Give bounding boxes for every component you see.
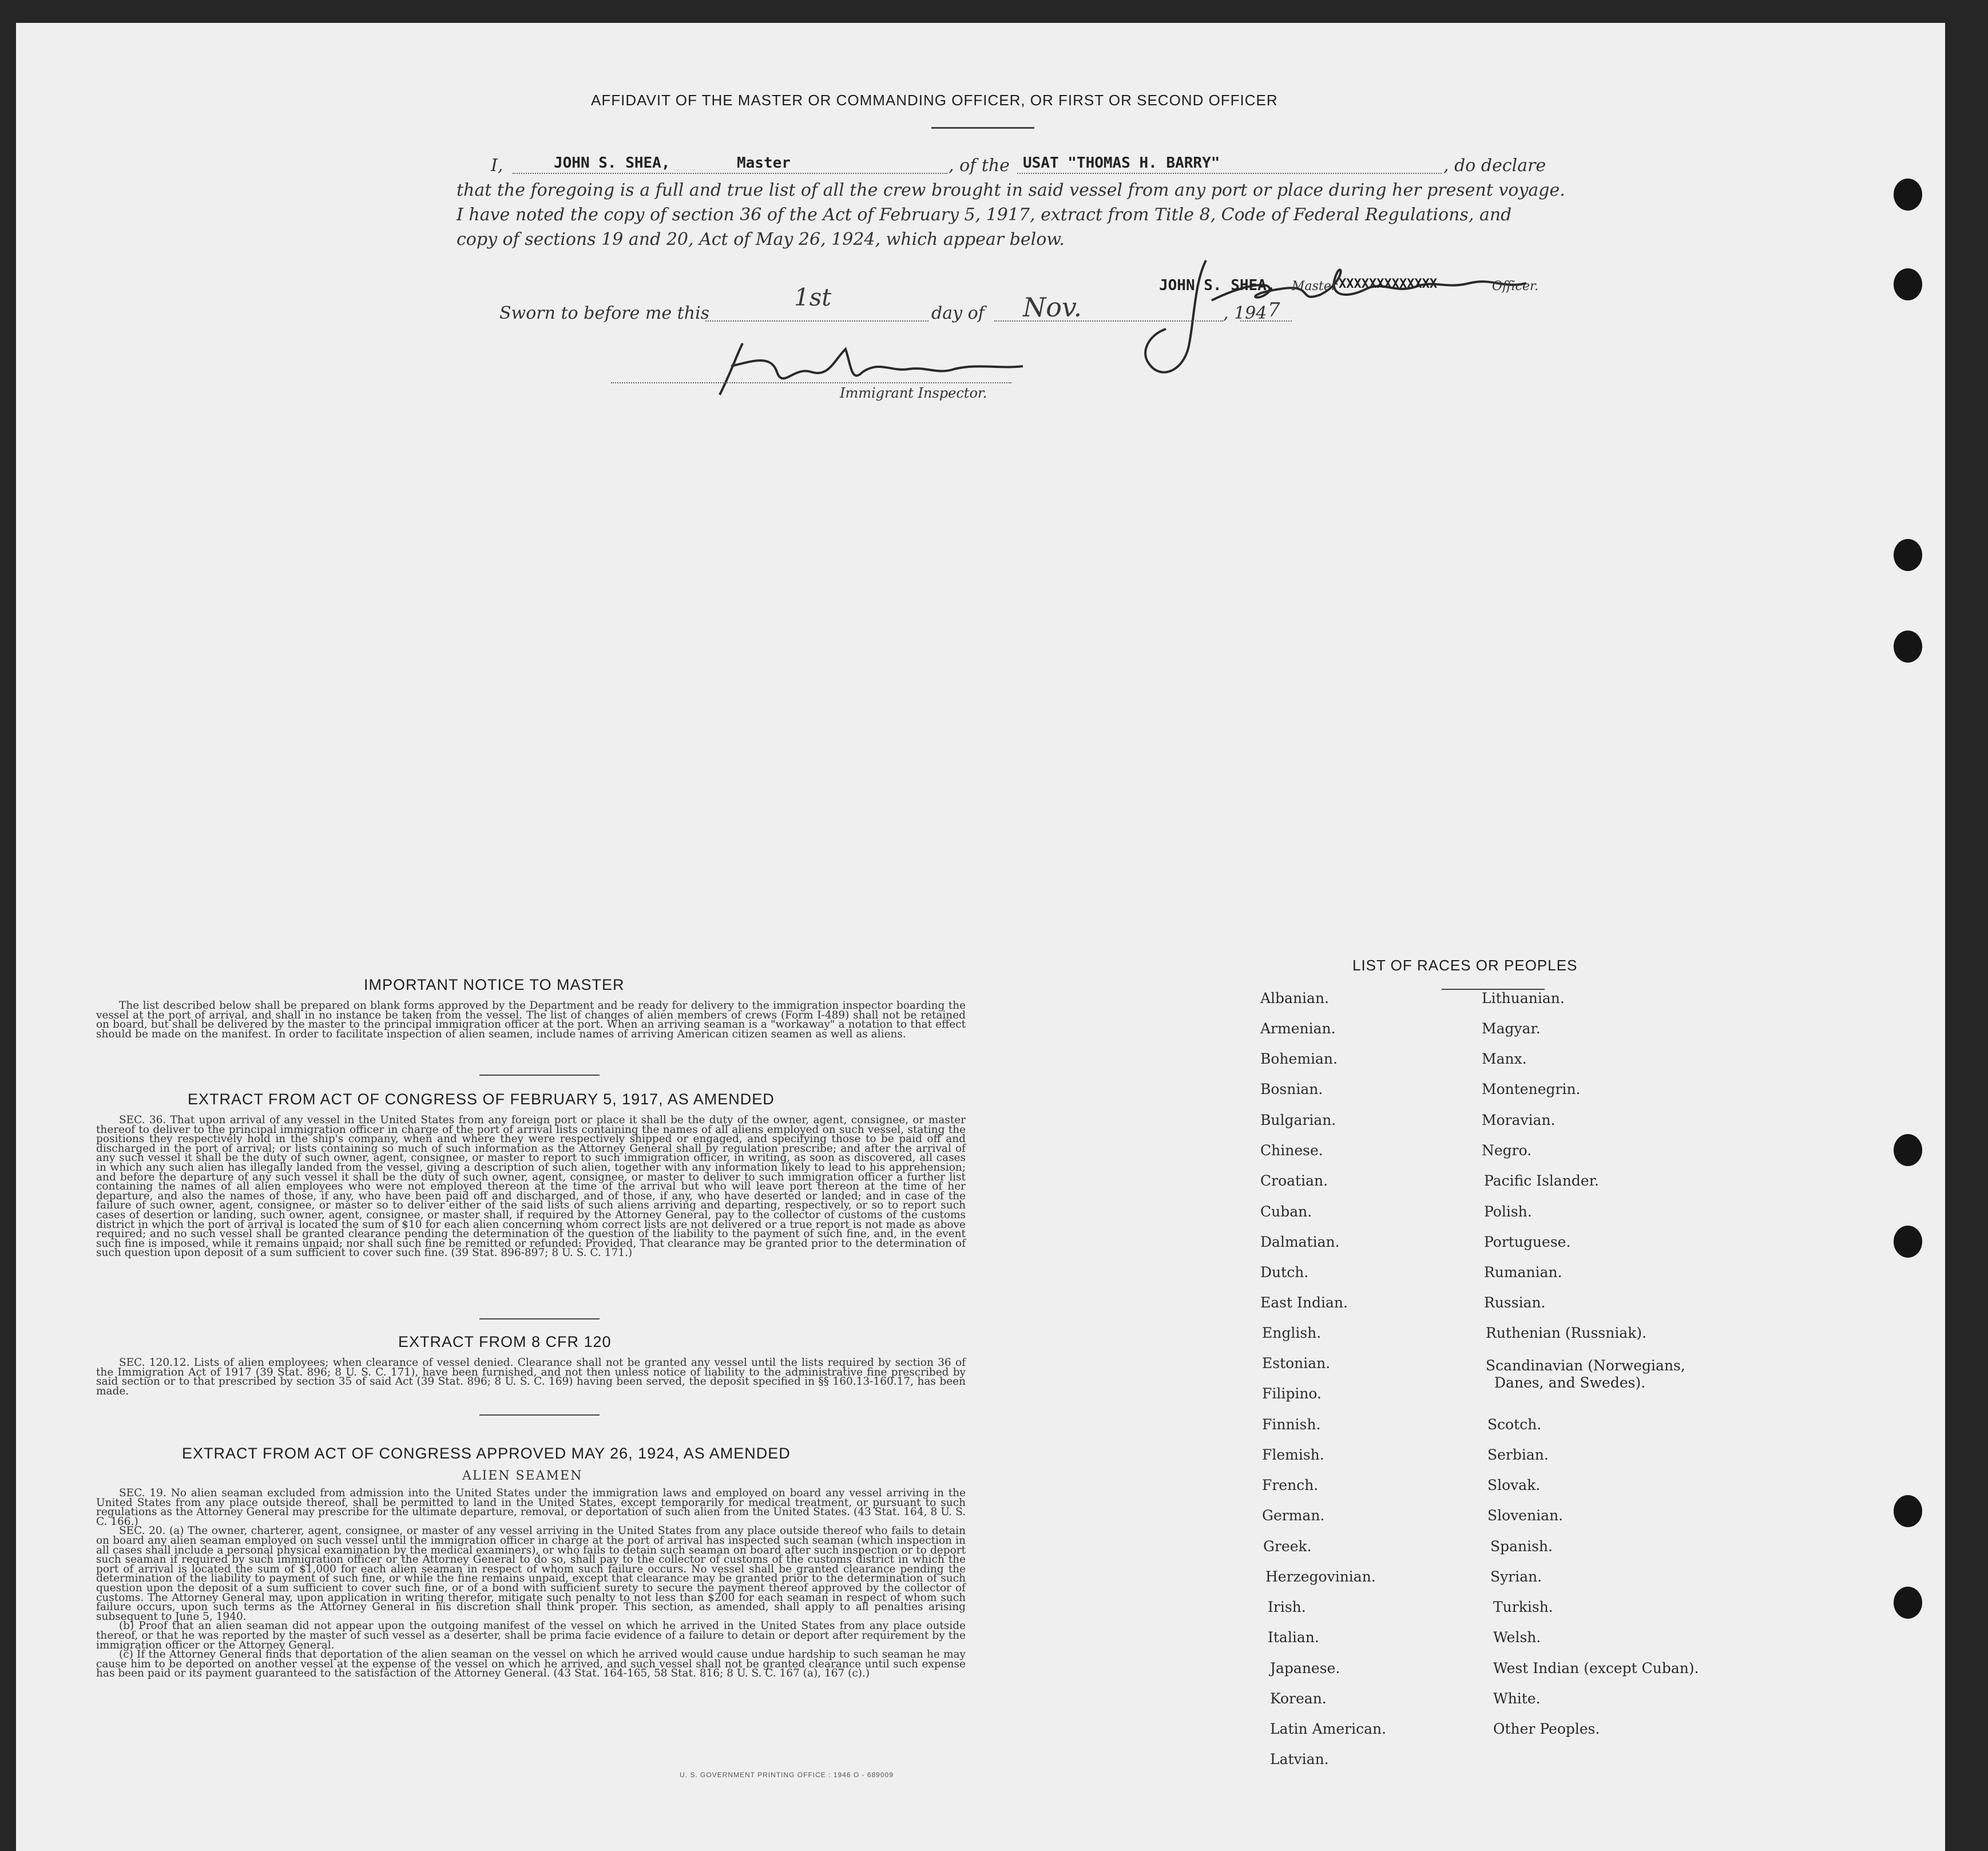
- race-item: Danes, and Swedes).: [1494, 1374, 1646, 1391]
- master-signature-icon: [1126, 249, 1538, 386]
- extract-1917-body: SEC. 36. That upon arrival of any vessel in the United States from any foreign port or place it shall be the duty of the owner, agent, consignee, or master thereof to deliver to the principal immigration officer in charge of the port of arrival lists containing the names of all aliens employed on such vessel, stating the positions they respectively hold in the ship's company, when and where they were respectively shipped or engaged, and specifying those to be paid off and discharged in the port of arrival; or lists containing so much of such information as the Attorney General shall by regulation prescribe; and after the arrival of any such vessel it shall be the duty of such owner, agent, consignee, or master to report to such immigration officer, in writing, as soon as discovered, all cases in which any such alien has illegally landed from the vessel, giving a description of such alien, together with any information likely to lead to his apprehension; and before the departure of any such vessel it shall be the duty of such owner, agent, consignee, or master to deliver to such immigration officer a further list containing the names of all alien employees who were not employed thereon at the time of the arrival but who will leave port thereon at the time of her departure, and also the names of those, if any, who have been paid off and discharged, and of those, if any, who have deserted or landed; and in case of the failure of such owner, agent, consignee, or master so to deliver either of the said lists of such aliens arriving and departing, respectively, or so to report such cases of desertion or landing, such owner, agent, consignee, or master shall, if required by the Attorney General, pay to the collector of customs of the customs district in which the port of arrival is located the sum of $10 for each alien concerning whom correct lists are not delivered or a true report is not made as above required; and no such vessel shall be granted clearance pending the determination of the question of the liability to the payment of such fine, and, in the event such fine is imposed, while it remains unpaid; nor shall such fine be remitted or refunded: Provided, That clearance may be granted prior to the determination of such question upon deposit of a sum sufficient to cover such fine. (39 Stat. 896-897; 8 U. S. C. 171.): [96, 1114, 966, 1259]
- affidavit-line-3: I have noted the copy of section 36 of the Act of February 5, 1917, extract from Title 8, Code of Federal Regulations, and: [457, 205, 1512, 225]
- race-item: Spanish.: [1490, 1538, 1553, 1555]
- sworn-label: Sworn to before me this: [499, 303, 710, 323]
- race-item: Bohemian.: [1260, 1051, 1338, 1067]
- extract-cfr-body: SEC. 120.12. Lists of alien employees; when clearance of vessel denied. Clearance shall not be granted any vessel until the lists required by section 36 of the Immigration Act of 1917 (39 Stat. 896; 8 U. S. C. 171), have been furnished, and not then unless notice of liability to the administrative fine prescribed by said section or to that prescribed by section 35 of said Act (39 Stat. 896; 8 U. S. C. 169) having been served, the deposit specified in §§ 160.13-160.17, has been made.: [96, 1357, 966, 1397]
- affidavit-line-4: copy of sections 19 and 20, Act of May 26, 1924, which appear below.: [457, 229, 1065, 249]
- day-of-label: day of: [931, 303, 985, 323]
- affidavit-declare: , do declare: [1443, 156, 1546, 176]
- master-rank: Master: [737, 154, 791, 172]
- extract-cfr-title: EXTRACT FROM 8 CFR 120: [398, 1333, 612, 1350]
- binder-hole-icon: [1894, 268, 1922, 300]
- day-line: [705, 320, 928, 322]
- race-item: Latin American.: [1270, 1721, 1387, 1737]
- race-item: Scandinavian (Norwegians,: [1486, 1357, 1685, 1374]
- race-item: Croatian.: [1260, 1172, 1328, 1189]
- race-item: Bosnian.: [1260, 1081, 1323, 1097]
- race-item: Scotch.: [1487, 1416, 1542, 1433]
- extract-1917-title: EXTRACT FROM ACT OF CONGRESS OF FEBRUARY 5, 1917, AS AMENDED: [188, 1091, 775, 1108]
- race-item: Cuban.: [1260, 1203, 1312, 1220]
- affidavit-title: AFFIDAVIT OF THE MASTER OR COMMANDING OFFICER, OR FIRST OR SECOND OFFICER: [591, 92, 1278, 109]
- race-item: Negro.: [1482, 1142, 1532, 1159]
- race-item: Slovenian.: [1487, 1507, 1564, 1524]
- race-item: West Indian (except Cuban).: [1493, 1660, 1699, 1676]
- race-item: Bulgarian.: [1260, 1112, 1336, 1128]
- binder-hole-icon: [1894, 539, 1922, 571]
- inspector-label: Immigrant Inspector.: [840, 385, 987, 401]
- name-line: [513, 173, 947, 174]
- race-item: Flemish.: [1262, 1446, 1324, 1463]
- race-item: Dalmatian.: [1260, 1234, 1340, 1250]
- affidavit-of-the: , of the: [949, 156, 1010, 176]
- race-item: Turkish.: [1493, 1599, 1553, 1615]
- binder-hole-icon: [1894, 1495, 1922, 1527]
- race-item: Dutch.: [1260, 1264, 1309, 1281]
- race-item: Slovak.: [1487, 1477, 1541, 1493]
- race-item: Portuguese.: [1484, 1234, 1571, 1250]
- race-item: Albanian.: [1260, 990, 1330, 1006]
- race-item: Irish.: [1268, 1599, 1306, 1615]
- notice-body: The list described below shall be prepared on blank forms approved by the Department and be ready for delivery to the immigration inspector boarding the vessel at the port of arrival, and shall in no instance be taken from the vessel. The list of changes of alien members of crews (Form I-489) shall not be retained on board, but shall be delivered by the master to the principal immigration officer at the port. When an arriving seaman is a "workaway" a notation to that effect should be made on the manifest. In order to facilitate inspection of alien seamen, include names of arriving American citizen seamen as well as aliens.: [96, 1000, 966, 1040]
- month-handwritten: Nov.: [1023, 292, 1082, 323]
- binder-hole-icon: [1894, 1226, 1922, 1258]
- race-item: Greek.: [1263, 1538, 1312, 1555]
- title-underline: [931, 127, 1034, 129]
- race-item: Latvian.: [1270, 1751, 1329, 1767]
- binder-hole-icon: [1894, 1587, 1922, 1619]
- signer-name: JOHN S. SHEA,: [1159, 277, 1276, 294]
- race-item: Estonian.: [1262, 1355, 1331, 1372]
- race-item: Korean.: [1270, 1690, 1327, 1707]
- printing-office-footer: U. S. GOVERNMENT PRINTING OFFICE : 1946 O - 689009: [680, 1771, 894, 1779]
- race-item: Montenegrin.: [1482, 1081, 1581, 1097]
- signer-title: Master: [1292, 279, 1338, 294]
- race-item: Russian.: [1484, 1294, 1546, 1311]
- binder-hole-icon: [1894, 179, 1922, 211]
- vessel-name: USAT "THOMAS H. BARRY": [1023, 154, 1220, 172]
- race-item: Chinese.: [1260, 1142, 1323, 1159]
- race-item: French.: [1262, 1477, 1319, 1493]
- extract-1917-rule: [479, 1318, 600, 1319]
- race-item: Other Peoples.: [1493, 1721, 1600, 1737]
- race-item: Italian.: [1268, 1629, 1319, 1646]
- race-item: East Indian.: [1260, 1294, 1348, 1311]
- signer-tail: Officer.: [1492, 279, 1539, 294]
- extract-1924-title: EXTRACT FROM ACT OF CONGRESS APPROVED MAY 26, 1924, AS AMENDED: [182, 1445, 791, 1462]
- race-item: Polish.: [1484, 1203, 1532, 1220]
- race-item: White.: [1493, 1690, 1541, 1707]
- notice-title: IMPORTANT NOTICE TO MASTER: [364, 976, 625, 993]
- signer-struck: XXXXXXXXXXXXX: [1339, 277, 1438, 291]
- race-item: Magyar.: [1482, 1020, 1541, 1037]
- race-item: Welsh.: [1493, 1629, 1541, 1646]
- race-item: Serbian.: [1487, 1446, 1549, 1463]
- race-item: Moravian.: [1482, 1112, 1556, 1128]
- form-sheet: [16, 23, 1945, 1851]
- race-item: Syrian.: [1490, 1568, 1542, 1585]
- extract-1924-body: SEC. 19. No alien seaman excluded from admission into the United States under the immigration laws and employed on board any vessel arriving in the United States from any place outside thereof, shall be permitted to land in the United States, except temporarily for medical treatment, or pursuant to such regulations as the Attorney General may prescribe for the ultimate departure, removal, or deportation of such alien from the United States. (43 Stat. 164, 8 U. S. C. 166.) SEC. 20. (a) The owner, charterer, agent, consignee, or master of any vessel arriving in the United States from any place outside thereof who fails to detain on board any alien seaman employed on such vessel until the immigration officer in charge at the port of arrival has inspected such seaman (which inspection in all cases shall include a personal physical examination by the medical examiners), or who fails to detain such seaman on board after such inspection or to deport such seaman if required by such immigration officer or the Attorney General to do so, shall pay to the collector of customs of the customs district in which the port of arrival is located the sum of $1,000 for each alien seaman in respect of whom such failure occurs. No vessel shall be granted clearance pending the determination of the liability to payment of such fine, or while the fine remains unpaid, except that clearance may be granted prior to the determination of such question upon the deposit of a sum sufficient to cover such fine, or of a bond with sufficient surety to secure the payment thereof approved by the collector of customs. The Attorney General may, upon application in writing therefor, mitigate such penalty to not less than $200 for each seaman in respect of whom such failure occurs, upon such terms as the Attorney General in his discretion shall think proper. This section, as amended, shall apply to all penalties arising subsequent to June 5, 1940. (b) Proof that an alien seaman did not appear upon the outgoing manifest of the vessel on which he arrived in the United States from any place outside thereof, or that he was reported by the master of such vessel as a deserter, shall be prima facie evidence of a failure to detain or deport after requirement by the immigration officer or the Attorney General. (c) If the Attorney General finds that deportation of the alien seaman on the vessel on which he arrived would cause undue hardship to such seaman he may cause him to be deported on another vessel at the expense of the vessel on which he arrived, and such vessel shall not be granted clearance until such expense has been paid or its payment guaranteed to the satisfaction of the Attorney General. (43 Stat. 164-165, 58 Stat. 816; 8 U. S. C. 167 (a), 167 (c).): [96, 1487, 966, 1680]
- binder-hole-icon: [1894, 631, 1922, 663]
- year-handwritten: 7: [1268, 299, 1280, 322]
- race-item: Lithuanian.: [1482, 990, 1565, 1006]
- vessel-line: [1017, 173, 1442, 174]
- race-item: Armenian.: [1260, 1020, 1336, 1037]
- notice-rule: [479, 1075, 600, 1076]
- extract-1924-subtitle: ALIEN SEAMEN: [462, 1469, 583, 1483]
- race-item: Herzegovinian.: [1265, 1568, 1376, 1585]
- year-line: [1240, 320, 1292, 322]
- inspector-line: [611, 382, 1011, 383]
- extract-cfr-rule: [479, 1414, 600, 1416]
- race-item: German.: [1262, 1507, 1325, 1524]
- master-name: JOHN S. SHEA,: [554, 154, 670, 172]
- race-item: Japanese.: [1270, 1660, 1340, 1676]
- affidavit-line-2: that the foregoing is a full and true list of all the crew brought in said vessel from any port or place during her present voyage.: [457, 180, 1565, 200]
- race-item: Finnish.: [1262, 1416, 1321, 1433]
- affidavit-i: I,: [491, 156, 503, 176]
- race-item: English.: [1262, 1325, 1322, 1341]
- race-item: Filipino.: [1262, 1385, 1322, 1402]
- binder-hole-icon: [1894, 1134, 1922, 1166]
- race-item: Pacific Islander.: [1484, 1172, 1599, 1189]
- race-item: Manx.: [1482, 1051, 1527, 1067]
- race-item: Ruthenian (Russniak).: [1486, 1325, 1647, 1341]
- year-prefix: , 194: [1223, 303, 1267, 323]
- race-item: Rumanian.: [1484, 1264, 1562, 1281]
- day-handwritten: 1st: [794, 283, 832, 311]
- races-title: LIST OF RACES OR PEOPLES: [1352, 957, 1578, 974]
